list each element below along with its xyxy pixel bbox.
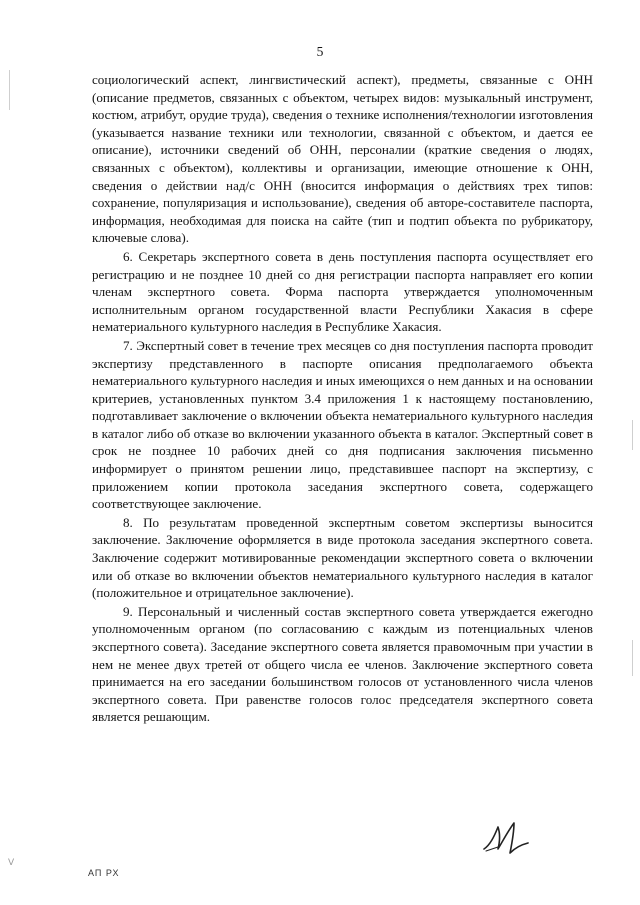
handwritten-signature [476, 811, 536, 861]
footer-code: АП РХ [88, 868, 120, 878]
page-number: 5 [316, 44, 324, 59]
margin-mark: V [8, 858, 15, 868]
paragraph-7: 7. Экспертный совет в течение трех месяцев со дня поступления паспорта проводит экспертизу представленного в паспорте описания предполагаемого объекта нематериального культурного наследия и иных имеющихся о нем данных и на основании критериев, установленных пунктом 3.4 приложения 1 к настоящему постановлению, подготавливает заключение о включении объекта нематериального культурного наследия в каталог либо об отказе во включении указанного объекта в каталог. Экспертный совет в срок не позднее 10 рабочих дней со дня подписания заключения письменно информирует о принятом решении лицо, представившее паспорт на экспертизу, с приложением копии протокола заседания экспертного совета, содержащего соответствующее заключение. [92, 337, 593, 512]
left-scan-edge [9, 70, 10, 110]
document-body [92, 71, 593, 727]
right-scan-edge [632, 420, 633, 450]
right-scan-edge-lower [632, 640, 633, 676]
paragraph-6: 6. Секретарь экспертного совета в день поступления паспорта осуществляет его регистрацию и не позднее 10 дней со дня регистрации паспорта направляет его копии членам экспертного совета. Форма паспорта утверждается уполномоченным исполнительным органом государственной власти Республики Хакасия в сфере нематериального культурного наследия в Республике Хакасия. [92, 248, 593, 335]
paragraph-8: 8. По результатам проведенной экспертным советом экспертизы выносится заключение. Заключение оформляется в виде протокола заседания экспертного совета. Заключение содержит мотивированные рекомендации экспертного совета о включении или об отказе во включении объектов нематериального культурного наследия в каталог (положительное и отрицательное заключение). [92, 514, 593, 601]
paragraph-continuation: социологический аспект, лингвистический аспект), предметы, связанные с ОНН (описание предметов, связанных с объектом, четырех видов: музыкальный инструмент, костюм, атрибут, орудие труда), сведения о технике исполнения/технологии изготовления (указывается название техники или технологии, связанной с объектом, и дается ее описание), источники сведений об ОНН, персоналии (краткие сведения о людях, связанных с объектом), коллективы и организации, имеющие отношение к ОНН, сведения о действии над/с ОНН (вносится информация о действиях трех типов: сохранение, популяризация и использование), сведения об авторе-составителе паспорта, информация, необходимая для поиска на сайте (тип и подтип объекта по рубрикатору, ключевые слова). [92, 72, 593, 246]
paragraph-9: 9. Персональный и численный состав экспертного совета утверждается ежегодно уполномоченным органом (по согласованию с каждым из потенциальных членов экспертного совета). Заседание экспертного совета является правомочным при участии в нем не менее двух третей от общего числа ее членов. Заключение экспертного совета принимается на его заседании большинством голосов от установленного числа членов экспертного совета. При равенстве голосов голос председателя экспертного совета является решающим. [92, 603, 593, 725]
